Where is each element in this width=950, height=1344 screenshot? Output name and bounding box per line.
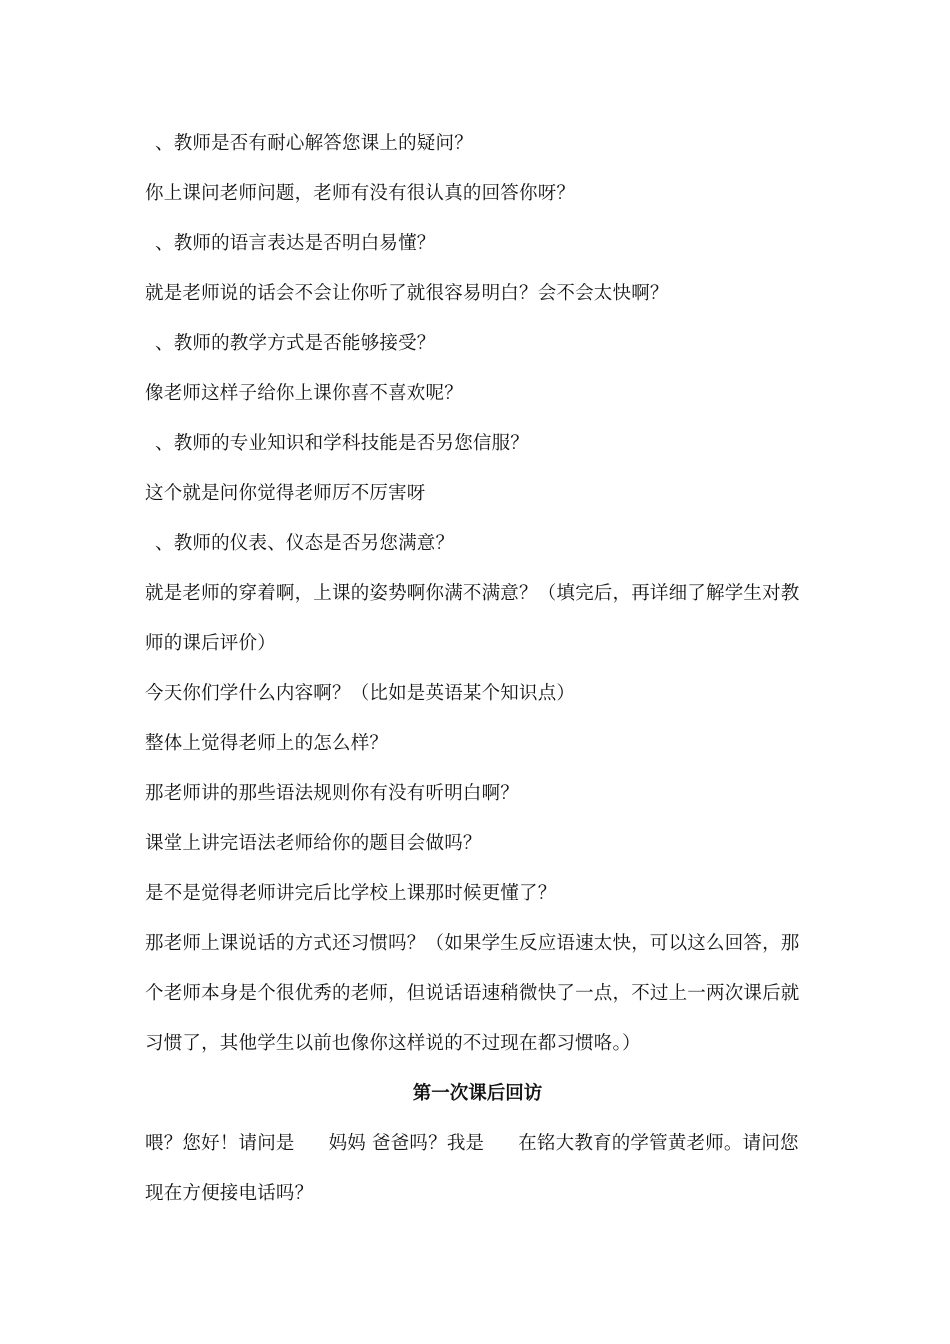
- explanation-line: 像老师这样子给你上课你喜不喜欢呢？: [145, 383, 463, 404]
- section-heading: 第一次课后回访: [412, 1083, 543, 1104]
- question-line: 、教师的教学方式是否能够接受？: [155, 333, 436, 354]
- call-mother: 妈妈: [328, 1133, 367, 1154]
- followup-line: 个老师本身是个很优秀的老师，但说话语速稍微快了一点，不过上一两次课后就: [145, 983, 800, 1004]
- call-father: 爸爸吗？我是: [372, 1133, 485, 1154]
- followup-line: 整体上觉得老师上的怎么样？: [145, 733, 389, 754]
- question-line: 、教师的语言表达是否明白易懂？: [155, 233, 436, 254]
- followup-line: 习惯了，其他学生以前也像你这样说的不过现在都习惯咯。）: [145, 1033, 641, 1054]
- followup-line: 今天你们学什么内容啊？（比如是英语某个知识点）: [145, 683, 576, 704]
- question-line: 、教师的仪表、仪态是否另您满意？: [155, 533, 455, 554]
- explanation-line: 就是老师说的话会不会让你听了就很容易明白？会不会太快啊？: [145, 283, 669, 304]
- followup-line: 是不是觉得老师讲完后比学校上课那时候更懂了？: [145, 883, 557, 904]
- followup-line: 课堂上讲完语法老师给你的题目会做吗？: [145, 833, 482, 854]
- question-line: 、教师的专业知识和学科技能是否另您信服？: [155, 433, 530, 454]
- call-script-line: [145, 1119, 810, 1169]
- followup-line: 那老师上课说话的方式还习惯吗？（如果学生反应语速太快，可以这么回答，那: [145, 933, 800, 954]
- explanation-line: 你上课问老师问题，老师有没有很认真的回答你呀？: [145, 183, 576, 204]
- document-body: [145, 119, 810, 1219]
- call-greeting: 喂？您好！请问是: [145, 1133, 295, 1154]
- question-line: 、教师是否有耐心解答您课上的疑问？: [155, 133, 473, 154]
- call-script-line: 现在方便接电话吗？: [145, 1183, 314, 1204]
- explanation-line: 就是老师的穿着啊，上课的姿势啊你满不满意？（填完后，再详细了解学生对教: [145, 583, 800, 604]
- explanation-line: 这个就是问你觉得老师厉不厉害呀: [145, 483, 426, 504]
- explanation-line: 师的课后评价）: [145, 633, 276, 654]
- followup-line: 那老师讲的那些语法规则你有没有听明白啊？: [145, 783, 520, 804]
- call-intro: 在铭大教育的学管黄老师。请问您: [518, 1133, 799, 1154]
